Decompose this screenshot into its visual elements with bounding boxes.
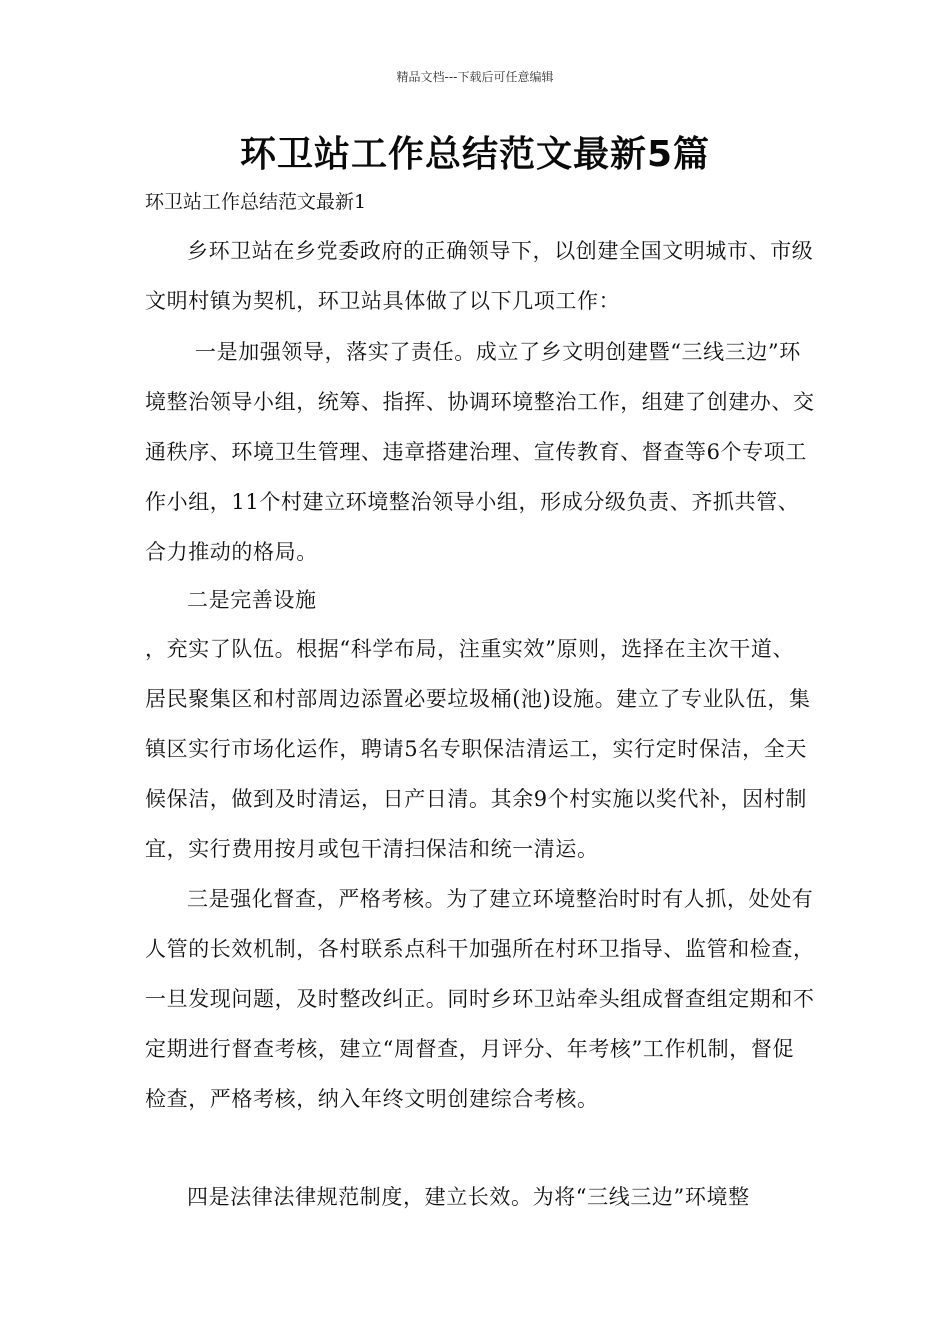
paragraph-regulation: 四是法律法律规范制度，建立长效。为将“三线三边”环境整: [187, 1185, 750, 1209]
document-title: 环卫站工作总结范文最新5篇: [239, 134, 711, 175]
paragraph-facilities-body: ，充实了队伍。根据“科学布局，注重实效”原则，选择在主次干道、居民聚集区和村部周边添置必要垃圾桶(池)设施。建立了专业队伍，集镇区实行市场化运作，聘请5名专职保洁清运工，实行定时保洁，全天候保洁，做到及时清运，日产日清。其余9个村实施以奖代补，因村制宜，实行费用按月或包干清扫保洁和统一清运。: [145, 637, 811, 861]
section-subtitle: 环卫站工作总结范文最新1: [145, 191, 367, 213]
paragraph-facilities-heading: 二是完善设施: [187, 588, 317, 612]
paragraph-intro: 乡环卫站在乡党委政府的正确领导下，以创建全国文明城市、市级文明村镇为契机，环卫站具体做了以下几项工作：: [145, 239, 814, 313]
paragraph-supervision: 三是强化督查，严格考核。为了建立环境整治时时有人抓，处处有人管的长效机制，各村联系点科干加强所在村环卫指导、监管和检查，一旦发现问题，及时整改纠正。同时乡环卫站牵头组成督查组定期和不定期进行督查考核，建立“周督查，月评分、年考核”工作机制，督促检查，严格考核，纳入年终文明创建综合考核。: [145, 887, 815, 1111]
paragraph-leadership: 一是加强领导，落实了责任。成立了乡文明创建暨“三线三边”环境整治领导小组，统筹、指挥、协调环境整治工作，组建了创建办、交通秩序、环境卫生管理、违章搭建治理、宣传教育、督查等6个专项工作小组，11个村建立环境整治领导小组，形成分级负责、齐抓共管、合力推动的格局。: [145, 340, 815, 564]
header-note: 精品文档---下载后可任意编辑: [396, 70, 554, 84]
